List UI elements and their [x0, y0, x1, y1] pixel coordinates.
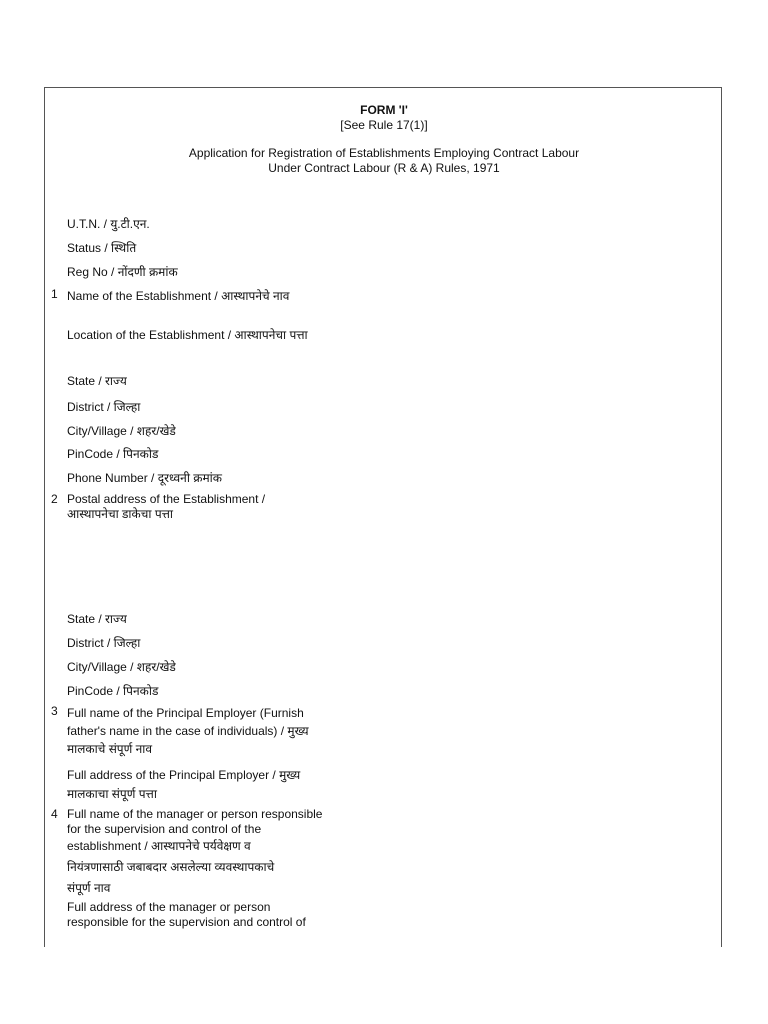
field-manager-name-line-2: for the supervision and control of the	[67, 822, 262, 836]
section-number-2: 2	[51, 492, 58, 506]
field-postal-state: State / राज्य	[67, 612, 127, 626]
field-principal-employer-address	[67, 766, 352, 804]
field-principal-employer-name-line-1: Full name of the Principal Employer (Furnish	[67, 706, 304, 720]
field-postal-pincode: PinCode / पिनकोड	[67, 684, 159, 698]
field-principal-employer-address-line-2: मालकाचा संपूर्ण पत्ता	[67, 787, 157, 801]
field-principal-employer-name	[67, 704, 352, 758]
field-manager-name-line-5: संपूर्ण नाव	[67, 881, 111, 895]
field-principal-employer-name-line-3: मालकाचे संपूर्ण नाव	[67, 742, 153, 756]
field-status: Status / स्थिति	[67, 241, 137, 255]
application-title-line-1: Application for Registration of Establishments Employing Contract Labour	[188, 146, 580, 160]
application-title-line-2: Under Contract Labour (R & A) Rules, 1971	[268, 161, 500, 175]
field-manager-address-line-2: responsible for the supervision and control of	[67, 915, 306, 929]
field-utn: U.T.N. / यु.टी.एन.	[67, 217, 150, 231]
field-location-district: District / जिल्हा	[67, 400, 141, 414]
section-number-4: 4	[51, 807, 58, 821]
field-manager-name	[67, 807, 352, 896]
field-establishment-name: Name of the Establishment / आस्थापनेचे नाव	[67, 289, 290, 303]
field-postal-city: City/Village / शहर/खेडे	[67, 660, 176, 674]
field-location-city: City/Village / शहर/खेडे	[67, 424, 176, 438]
form-title: FORM 'I'	[360, 103, 408, 117]
field-reg-no: Reg No / नोंदणी क्रमांक	[67, 265, 178, 279]
field-manager-name-line-1: Full name of the manager or person responsible	[67, 807, 323, 821]
field-principal-employer-name-line-2: father's name in the case of individuals) / मुख्य	[67, 724, 309, 738]
section-number-3: 3	[51, 704, 58, 718]
field-location-pincode: PinCode / पिनकोड	[67, 447, 159, 461]
field-establishment-location: Location of the Establishment / आस्थापनेचा पत्ता	[67, 328, 308, 342]
field-manager-name-line-3: establishment / आस्थापनेचे पर्यवेक्षण व	[67, 839, 251, 853]
application-title	[0, 146, 768, 176]
form-rule-reference: [See Rule 17(1)]	[340, 118, 428, 132]
section-number-1: 1	[51, 287, 58, 301]
field-location-state: State / राज्य	[67, 374, 127, 388]
field-principal-employer-address-line-1: Full address of the Principal Employer / मुख्य	[67, 768, 301, 782]
field-postal-address-line-1: Postal address of the Establishment /	[67, 492, 266, 506]
field-phone-number: Phone Number / दूरध्वनी क्रमांक	[67, 471, 222, 485]
field-postal-district: District / जिल्हा	[67, 636, 141, 650]
field-manager-address-line-1: Full address of the manager or person	[67, 900, 271, 914]
field-postal-address	[67, 492, 352, 522]
field-manager-name-line-4: नियंत्रणासाठी जबाबदार असलेल्या व्यवस्थापकाचे	[67, 860, 275, 874]
field-postal-address-line-2: आस्थापनेचा डाकेचा पत्ता	[67, 507, 174, 521]
field-manager-address	[67, 900, 352, 930]
